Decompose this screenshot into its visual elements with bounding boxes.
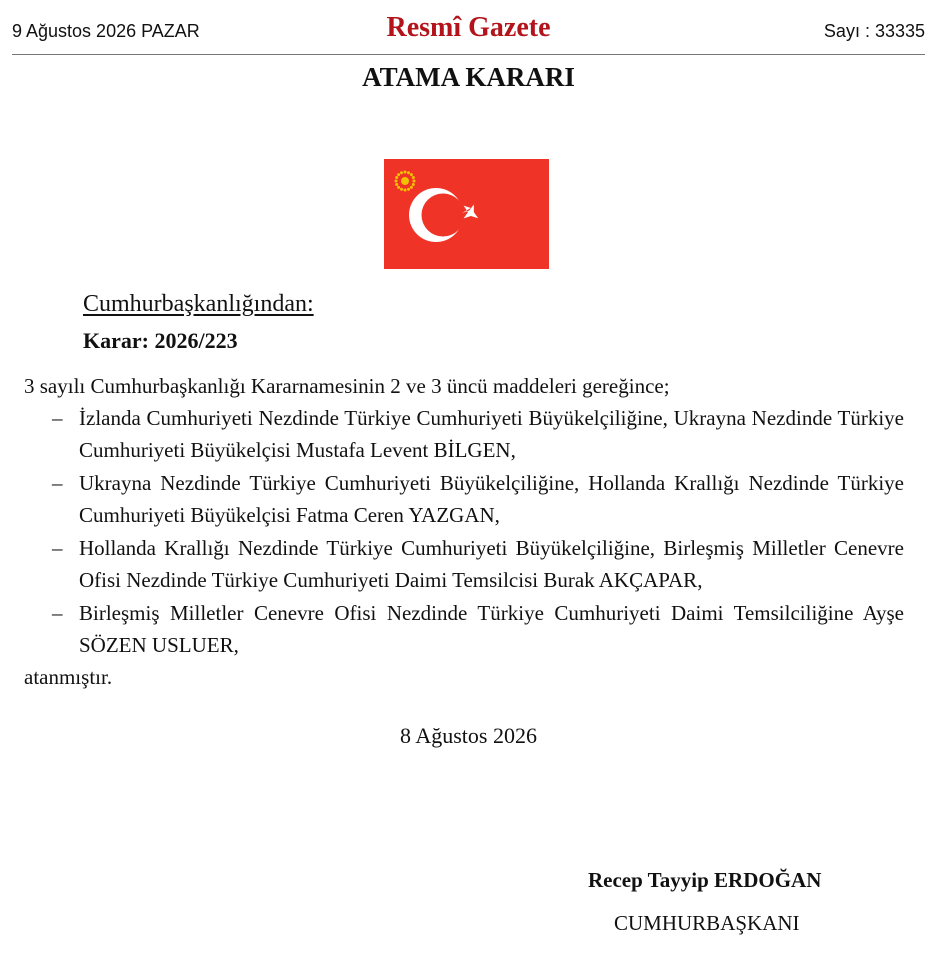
gazette-header <box>12 10 925 55</box>
publication-date: 9 Ağustos 2026 PAZAR <box>12 21 200 41</box>
document-title: ATAMA KARARI <box>362 62 575 92</box>
intro-paragraph: 3 sayılı Cumhurbaşkanlığı Kararnamesinin 2 ve 3 üncü maddeleri gereğince; <box>24 374 670 398</box>
list-item-text: İzlanda Cumhuriyeti Nezdinde Türkiye Cumhuriyeti Büyükelçiliğine, Ukrayna Nezdinde Türkiye Cumhuriyeti Büyükelçisi Mustafa Levent BİLGEN, <box>79 406 904 462</box>
list-dash: – <box>52 471 63 495</box>
list-item <box>24 532 904 596</box>
list-item-text: Ukrayna Nezdinde Türkiye Cumhuriyeti Büyükelçiliğine, Hollanda Krallığı Nezdinde Türkiye Cumhuriyeti Büyükelçisi Fatma Ceren YAZGAN, <box>79 471 904 527</box>
list-item-text: Hollanda Krallığı Nezdinde Türkiye Cumhuriyeti Büyükelçiliğine, Birleşmiş Milletler Cenevre Ofisi Nezdinde Türkiye Cumhuriyeti Daimi Temsilcisi Burak AKÇAPAR, <box>79 536 904 592</box>
list-item <box>24 402 904 466</box>
gazette-title: Resmî Gazete <box>386 12 551 43</box>
appointment-list <box>24 402 904 662</box>
list-dash: – <box>52 536 63 560</box>
list-item <box>24 597 904 661</box>
list-item <box>24 467 904 531</box>
signer-title: CUMHURBAŞKANI <box>614 911 800 935</box>
issuing-authority: Cumhurbaşkanlığından: <box>83 291 314 317</box>
signer-name: Recep Tayyip ERDOĞAN <box>588 868 822 892</box>
decree-number: Karar: 2026/223 <box>83 328 238 353</box>
list-item-text: Birleşmiş Milletler Cenevre Ofisi Nezdinde Türkiye Cumhuriyeti Daimi Temsilciliğine Ayşe SÖZEN USLUER, <box>79 601 904 657</box>
list-dash: – <box>52 406 63 430</box>
turkish-presidential-flag-icon <box>384 159 549 269</box>
list-dash: – <box>52 601 63 625</box>
issue-number: Sayı : 33335 <box>823 21 925 41</box>
decree-date: 8 Ağustos 2026 <box>400 723 537 748</box>
closing-text: atanmıştır. <box>24 665 113 689</box>
